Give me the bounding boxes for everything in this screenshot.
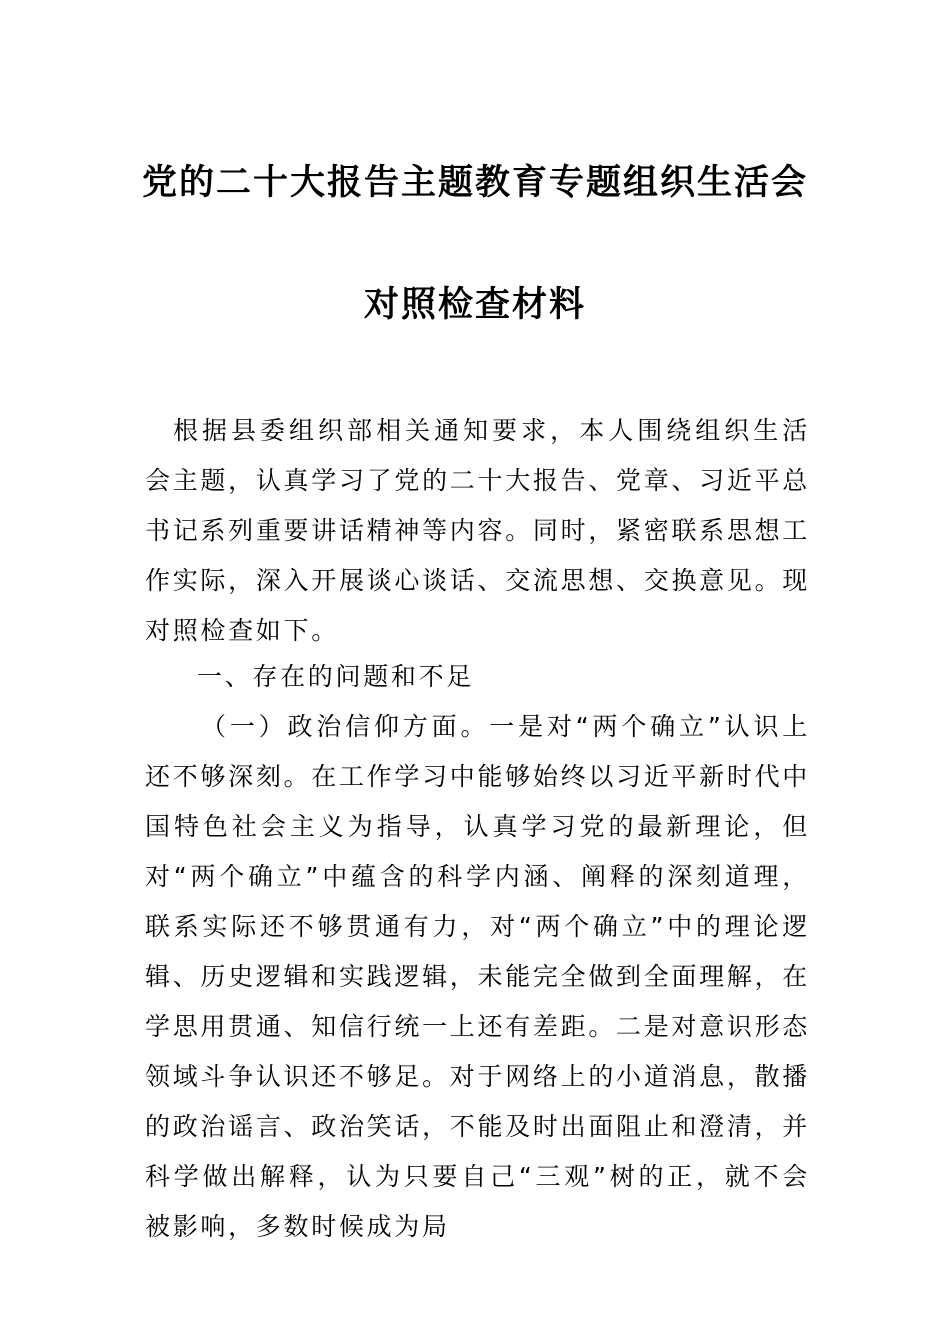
document-title-line-1: 党的二十大报告主题教育专题组织生活会 <box>141 162 808 203</box>
intro-paragraph: 根据县委组织部相关通知要求，本人围绕组织生活会主题，认真学习了党的二十大报告、党章、习近平总书记系列重要讲话精神等内容。同时，紧密联系思想工作实际，深入开展谈心谈话、交流思想、交换意见。现对照检查如下。 <box>145 416 810 645</box>
document-title-line-2: 对照检查材料 <box>363 284 586 325</box>
political-belief-paragraph: （一）政治信仰方面。一是对“两个确立”认识上还不够深刻。在工作学习中能够始终以习近平新时代中国特色社会主义为指导，认真学习党的最新理论，但对“两个确立”中蕴含的科学内涵、阐释的深刻道理，联系实际还不够贯通有力，对“两个确立”中的理论逻辑、历史逻辑和实践逻辑，未能完全做到全面理解，在学思用贯通、知信行统一上还有差距。二是对意识形态领域斗争认识还不够足。对于网络上的小道消息，散播的政治谣言、政治笑话，不能及时出面阻止和澄清，并科学做出解释，认为只要自己“三观”树的正，就不会被影响，多数时候成为局 <box>145 712 810 1241</box>
section-heading: 一、存在的问题和不足 <box>197 662 475 691</box>
